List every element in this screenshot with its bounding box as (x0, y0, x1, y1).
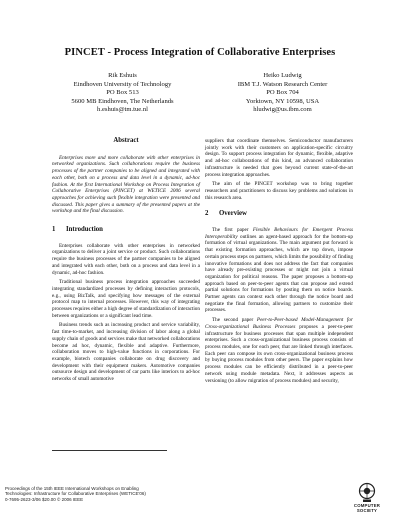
author-block-2 (205, 72, 360, 115)
paragraph: Business trends such as increasing product and service variability, fast time-to-market, and increasing division of labor along a global supply chain of goods and services make that networked collaborations become ad hoc, dynamic, flexible and adaptive. Furthermore, collaboration moves to high-value functions in corporations. For example, biotech companies collaborate on drug discovery and development with their equipment makers. Automotive companies outsource design and development of car parts like interiors to ad-hoc networks of small automotive (52, 322, 200, 383)
footnote-line: Proceedings of the 15th IEEE International Workshops on Enabling (5, 486, 139, 491)
right-column (205, 138, 353, 384)
author-block-1 (45, 72, 200, 115)
proceedings-footnote (5, 486, 146, 502)
section-number: 1 (52, 226, 56, 234)
section-heading-overview (205, 211, 353, 218)
paper-title: PINCET - Process Integration of Collaborative Enterprises (64, 47, 336, 58)
text-run: outlines an agent-based approach for the bottom-up formation of virtual organizations. The main argument put forward is that existing formation approaches, which are top down, impose certain process steps on partners, which limits the possibility of finding innovative formations and does not address the fact that companies have already pre-existing processes or might not join a virtual organization for political reasons. The paper proposes a bottom-up approach based on peer-to-peer agents that can propose and extend partial solutions for formations by posting them on notice boards. Partner agents can context each other through the notice board and negotiate the final formation, allowing partners to customize their processes. (205, 233, 353, 314)
paragraph (205, 227, 353, 314)
logo-line: SOCIETY (356, 507, 378, 513)
logo-line: COMPUTER (353, 503, 381, 508)
footnote-line: Technologies: Infrastructure for Collaborative Enterprises (WETICE'06) (5, 491, 146, 497)
paragraph: Traditional business process integration approaches succeeded integrating standardized processes by defining interaction protocols, e.g., using BizTalk, and specifying how messages of the external protocol map to internal processes. However, this way of integrating processes requires either a high degree of standardization of interaction between organizations or a significant lead time. (52, 279, 200, 319)
paper-title-reference: Flexible Behaviours for Emergent Process Interoperability (205, 227, 353, 240)
author-affiliation: Eindhoven University of Technology (73, 80, 172, 88)
paragraph: suppliers that coordinate themselves. Semiconductor manufacturers jointly work with their customers on application-specific circuitry design. To support process integration for dynamic, flexible, adaptive and ad-hoc collaborations of this kind, an advanced collaboration infrastructure is needed that goes beyond current state-of-the-art process integration approaches. (205, 138, 353, 178)
ieee-computer-society-logo-icon (357, 482, 377, 504)
section-title: Introduction (66, 226, 103, 234)
author-name: Heiko Ludwig (263, 72, 302, 79)
paragraph (205, 317, 353, 384)
paper-title-reference: Peer-to-Peer-based Model-Management for Cross-organizational Business Processes (205, 317, 353, 330)
footnote-line: 0-7695-2623-3/06 $20.00 © 2006 IEEE (5, 496, 84, 502)
author-affiliation: IBM T.J. Watson Research Center (237, 80, 328, 88)
author-email: hludwig@us.ibm.com (253, 106, 312, 114)
section-heading-introduction (52, 227, 200, 234)
author-address-line: PO Box 704 (266, 89, 299, 97)
author-address-line: 5600 MB Eindhoven, The Netherlands (71, 97, 174, 105)
author-address-line: Yorktown, NY 10598, USA (245, 97, 320, 105)
footnote-divider (52, 450, 167, 451)
paragraph: The aim of the PINCET workshop was to bring together researchers and practitioners to discuss key problems and solutions in this research area. (205, 181, 353, 201)
author-address-line: PO Box 513 (106, 89, 139, 97)
paragraph: Enterprises collaborate with other enterprises in networked organizations to deliver a joint service or product. Such collaborations require the business processes of the partner companies to be aligned and integrated with each other, both on a process and data level in a dynamic, ad-hoc fashion. (52, 242, 200, 276)
abstract-text: Enterprises more and more collaborate with other enterprises in networked organizations. Such collaborations require the business processes of the partner companies to be aligned and integrated with each other, both on a process and data level in a dynamic, ad-hoc fashion. At the first International Workshop on Process Integration of Collaborative Enterprises (PINCET) at WETICE 2006 several approaches for achieving such flexible integration were presented and discussed. This paper gives a summary of the presented papers at the workshop and the final discussion. (52, 154, 200, 215)
abstract-heading: Abstract (113, 137, 139, 144)
text-run: The first paper (212, 227, 253, 234)
text-run: proposes a peer-to-peer infrastructure for business processes that span multiple independent enterprises. Such a cross-organizational business process consists of process modules, one for each peer, that are linked through interfaces. Each peer can compose its own cross-organizational business process by buying process modules from other peers. The paper explains how process modules can be efficiently distributed in a peer-to-peer network using module metadata. Next, it addresses aspects as versioning (to allow migration of process modules) and security, (205, 323, 353, 384)
section-title: Overview (219, 210, 247, 218)
author-name: Rik Eshuis (108, 72, 137, 79)
text-run: The second paper (212, 317, 257, 324)
section-number: 2 (205, 210, 209, 218)
left-column (52, 138, 200, 383)
author-email: h.eshuis@tm.tue.nl (97, 106, 148, 114)
computer-society-logo (344, 482, 390, 514)
